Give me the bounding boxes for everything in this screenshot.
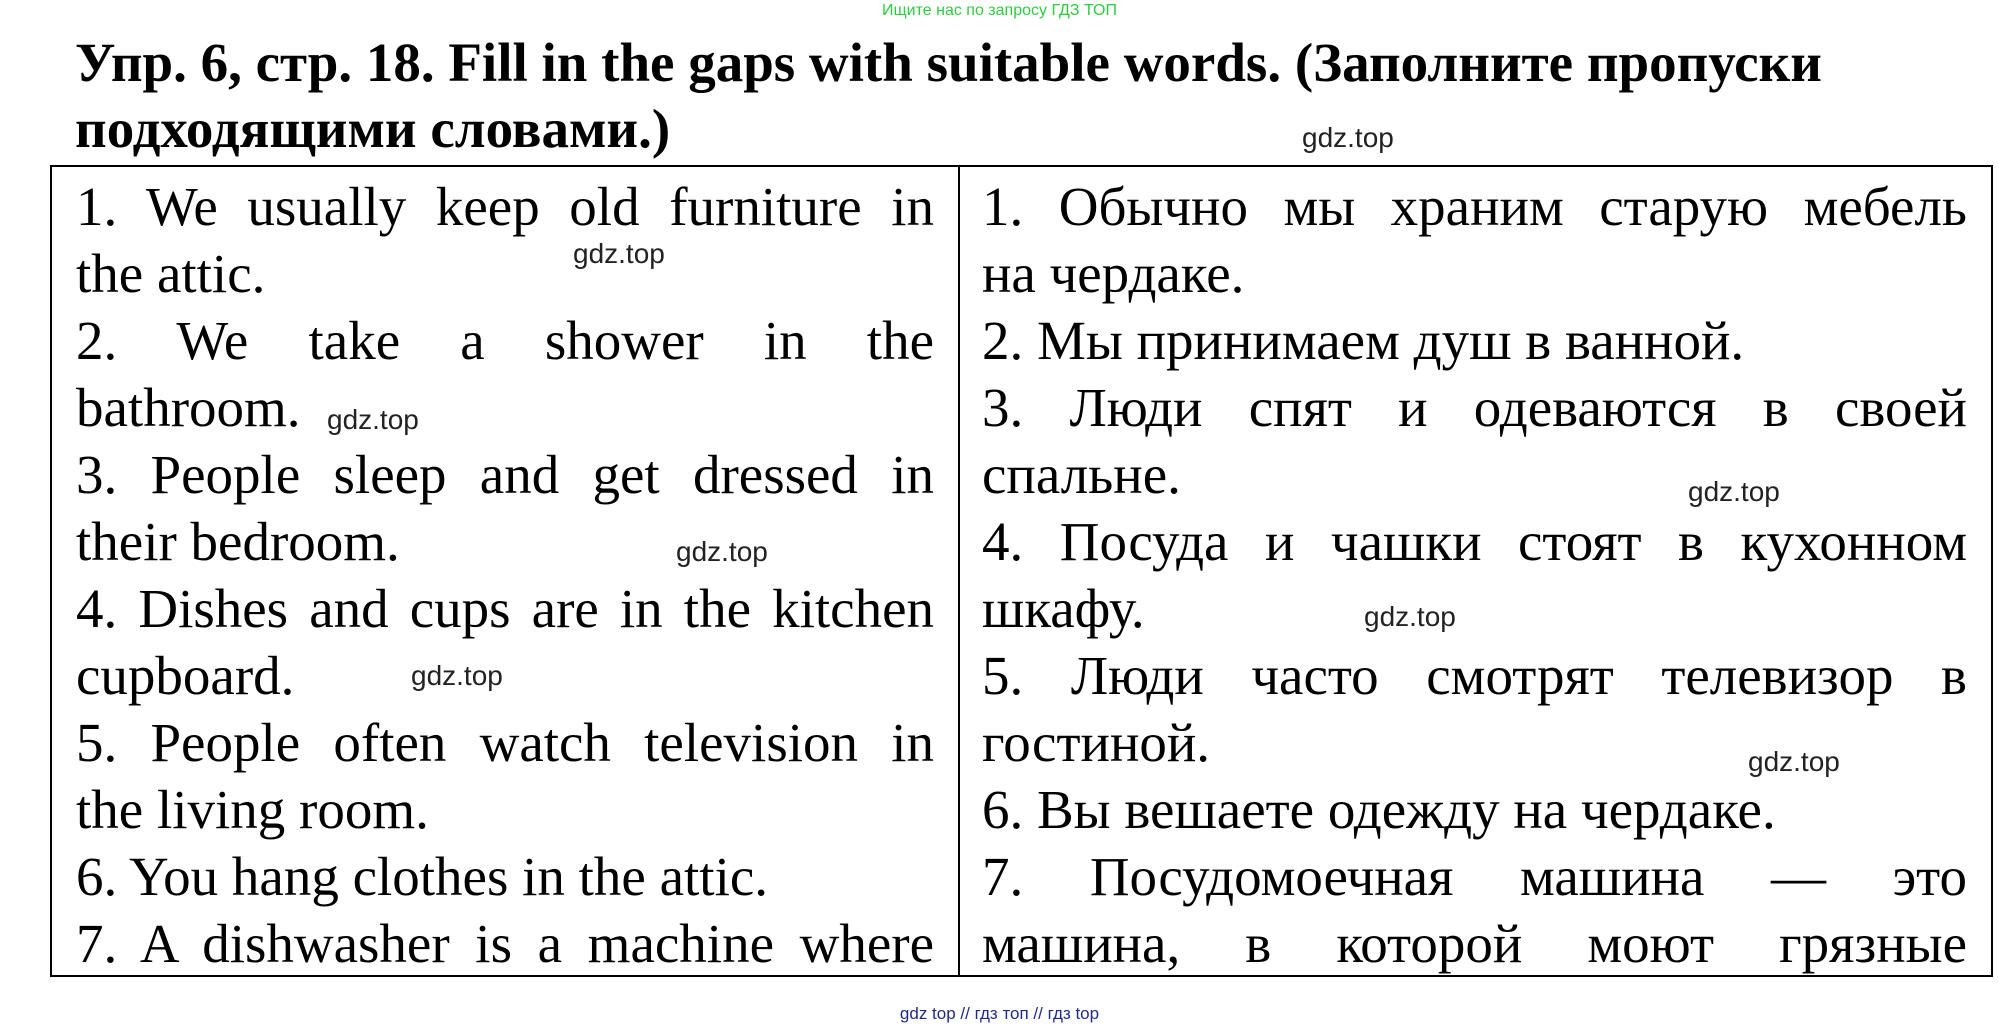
english-column	[52, 167, 960, 975]
watermark: gdz.top	[1302, 122, 1394, 153]
english-line: the attic.	[76, 243, 266, 304]
title-line-1: Упр. 6, стр. 18. Fill in the gaps with suitable words. (Заполните пропуски	[75, 32, 1822, 93]
page-title	[75, 30, 1980, 162]
russian-line: 4. Посуда и чашки стоят в кухонном	[982, 511, 1967, 572]
english-line: 4. Dishes and cups are in the kitchen	[76, 578, 934, 639]
russian-line: 2. Мы принимаем душ в ванной.	[982, 310, 1745, 371]
russian-line: 3. Люди спят и одеваются в своей	[982, 377, 1967, 438]
watermark: gdz.top	[1688, 476, 1780, 507]
watermark: gdz.top	[1748, 746, 1840, 777]
russian-column	[960, 167, 1991, 975]
russian-line: 7. Посудомоечная машина — это	[982, 846, 1967, 907]
russian-line: 6. Вы вешаете одежду на чердаке.	[982, 779, 1776, 840]
russian-line: спальне.	[982, 444, 1181, 505]
russian-line: 5. Люди часто смотрят телевизор в	[982, 645, 1967, 706]
english-line: 7. A dishwasher is a machine where	[76, 913, 934, 974]
watermark: gdz.top	[327, 404, 419, 435]
english-line: 3. People sleep and get dressed in	[76, 444, 934, 505]
english-line: cupboard.	[76, 645, 295, 706]
watermark: gdz.top	[1364, 601, 1456, 632]
title-line-2: подходящими словами.)	[75, 98, 671, 159]
english-line: 2. We take a shower in the	[76, 310, 934, 371]
watermark: gdz.top	[411, 660, 503, 691]
english-line: the living room.	[76, 779, 429, 840]
english-line: 6. You hang clothes in the attic.	[76, 846, 769, 907]
english-line: their bedroom.	[76, 511, 400, 572]
watermark: gdz.top	[573, 238, 665, 269]
russian-line: машина, в которой моют грязные	[982, 913, 1967, 974]
russian-line: гостиной.	[982, 712, 1211, 773]
watermark: gdz.top	[676, 536, 768, 567]
english-line: 1. We usually keep old furniture in	[76, 176, 934, 237]
english-line: 5. People often watch television in	[76, 712, 934, 773]
footer-links[interactable]: gdz top // гдз топ // гдз top	[899, 1004, 1100, 1023]
top-banner-link[interactable]: Ищите нас по запросу ГДЗ ТОП	[882, 2, 1117, 19]
answer-table	[50, 165, 1993, 977]
english-line: bathroom.	[76, 377, 301, 438]
russian-line: на чердаке.	[982, 243, 1245, 304]
russian-line: шкафу.	[982, 578, 1145, 639]
russian-line: 1. Обычно мы храним старую мебель	[982, 176, 1967, 237]
